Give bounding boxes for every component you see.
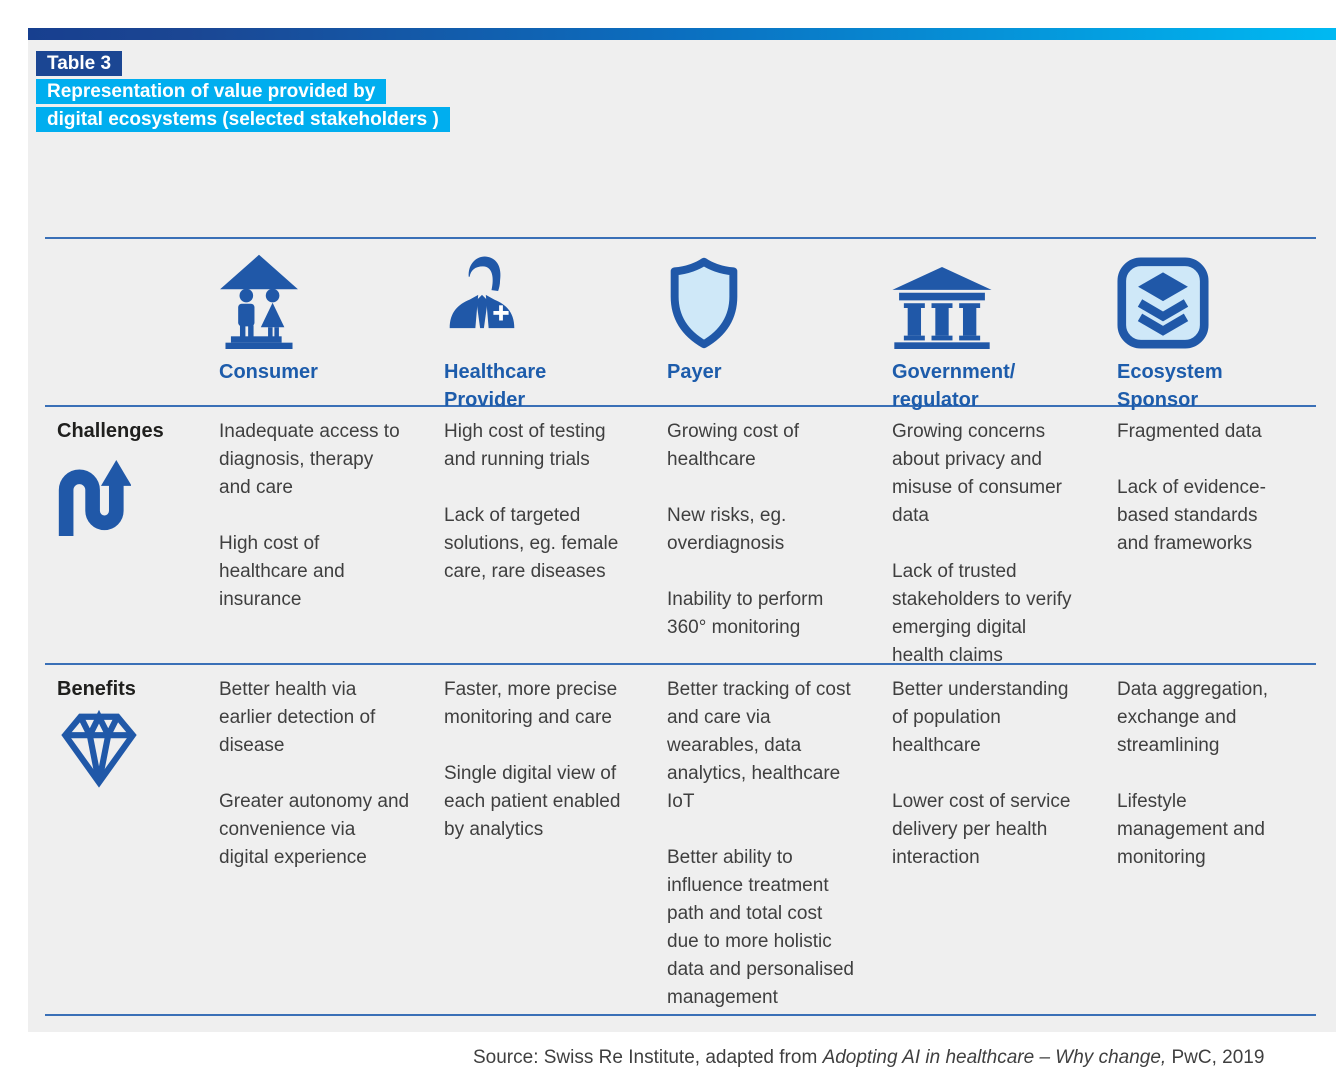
table-panel — [28, 40, 1336, 1032]
source-note — [473, 1046, 1264, 1070]
cell-paragraph: Better tracking of cost and care via wearables, data analytics, healthcare IoT — [667, 679, 851, 812]
cell-paragraph: Fragmented data — [1117, 421, 1262, 442]
cell-paragraph: Inability to perform 360° monitoring — [667, 589, 824, 638]
benefits-government-cell — [880, 665, 1105, 1040]
row-label-benefits: Benefits — [57, 678, 136, 700]
column-header-consumer — [207, 239, 432, 414]
source-title-italic: Adopting AI in healthcare – Why change, — [822, 1047, 1167, 1068]
cell-paragraph: High cost of healthcare and insurance — [219, 533, 345, 610]
challenges-government-cell — [880, 407, 1105, 698]
cell-paragraph: Inadequate access to diagnosis, therapy and care — [219, 421, 400, 498]
cell-paragraph: Better understanding of population healthcare — [892, 679, 1069, 756]
benefits-row — [45, 665, 1316, 1016]
cell-paragraph: Growing concerns about privacy and misuse of consumer data — [892, 421, 1063, 526]
shield-icon — [667, 253, 858, 349]
cell-paragraph: Faster, more precise monitoring and care — [444, 679, 618, 728]
column-label: Payer — [667, 361, 722, 383]
header-empty-cell — [45, 239, 207, 414]
cell-paragraph: Lifestyle management and monitoring — [1117, 791, 1265, 868]
column-label: Ecosystem Sponsor — [1117, 361, 1223, 411]
cell-paragraph: Lack of trusted stakeholders to verify emerging digital health claims — [892, 561, 1072, 666]
cell-paragraph: Lower cost of service delivery per health interaction — [892, 791, 1071, 868]
cell-paragraph: Lack of evidence-based standards and frameworks — [1117, 477, 1266, 554]
source-suffix: PwC, 2019 — [1166, 1047, 1265, 1068]
column-header-ecosystem-sponsor — [1105, 239, 1316, 414]
table-header-row — [45, 239, 1316, 411]
benefits-payer-cell — [655, 665, 880, 1040]
column-label: Consumer — [219, 361, 318, 383]
column-header-government — [880, 239, 1105, 414]
cell-paragraph: Lack of targeted solutions, eg. female care, rare diseases — [444, 505, 619, 582]
benefits-label-cell — [45, 665, 207, 1040]
doctor-icon — [444, 253, 633, 349]
table-caption — [36, 51, 450, 135]
cell-paragraph: High cost of testing and running trials — [444, 421, 606, 470]
challenges-row — [45, 407, 1316, 665]
top-gradient-bar — [28, 28, 1336, 40]
column-header-payer — [655, 239, 880, 414]
layers-icon — [1117, 253, 1294, 349]
diamond-icon — [57, 709, 185, 788]
challenges-consumer-cell — [207, 407, 432, 698]
cell-paragraph: Data aggregation, exchange and streamlining — [1117, 679, 1269, 756]
row-label-challenges: Challenges — [57, 420, 164, 442]
cell-paragraph: Better health via earlier detection of disease — [219, 679, 376, 756]
table-title-line1: Representation of value provided by — [36, 79, 386, 104]
cell-paragraph: Better ability to influence treatment path and total cost due to more holistic data and personalised management — [667, 847, 854, 1008]
family-shelter-icon — [219, 253, 410, 349]
benefits-consumer-cell — [207, 665, 432, 1040]
benefits-ecosystem-cell — [1105, 665, 1316, 1040]
challenges-provider-cell — [432, 407, 655, 698]
government-building-icon — [892, 253, 1083, 349]
source-prefix: Source: Swiss Re Institute, adapted from — [473, 1047, 823, 1068]
challenges-label-cell — [45, 407, 207, 698]
cell-paragraph: Single digital view of each patient enabled by analytics — [444, 763, 621, 840]
column-label: Healthcare Provider — [444, 361, 547, 411]
cell-paragraph: Growing cost of healthcare — [667, 421, 799, 470]
table-title-line2: digital ecosystems (selected stakeholders ) — [36, 107, 450, 132]
cell-paragraph: Greater autonomy and convenience via digital experience — [219, 791, 410, 868]
column-label: Government/ regulator — [892, 361, 1016, 411]
stakeholder-table — [45, 237, 1316, 1016]
cell-paragraph: New risks, eg. overdiagnosis — [667, 505, 787, 554]
challenges-ecosystem-cell — [1105, 407, 1316, 698]
winding-arrow-icon — [57, 451, 185, 536]
challenges-payer-cell — [655, 407, 880, 698]
column-header-healthcare-provider — [432, 239, 655, 414]
table-number-badge: Table 3 — [36, 51, 122, 76]
benefits-provider-cell — [432, 665, 655, 1040]
